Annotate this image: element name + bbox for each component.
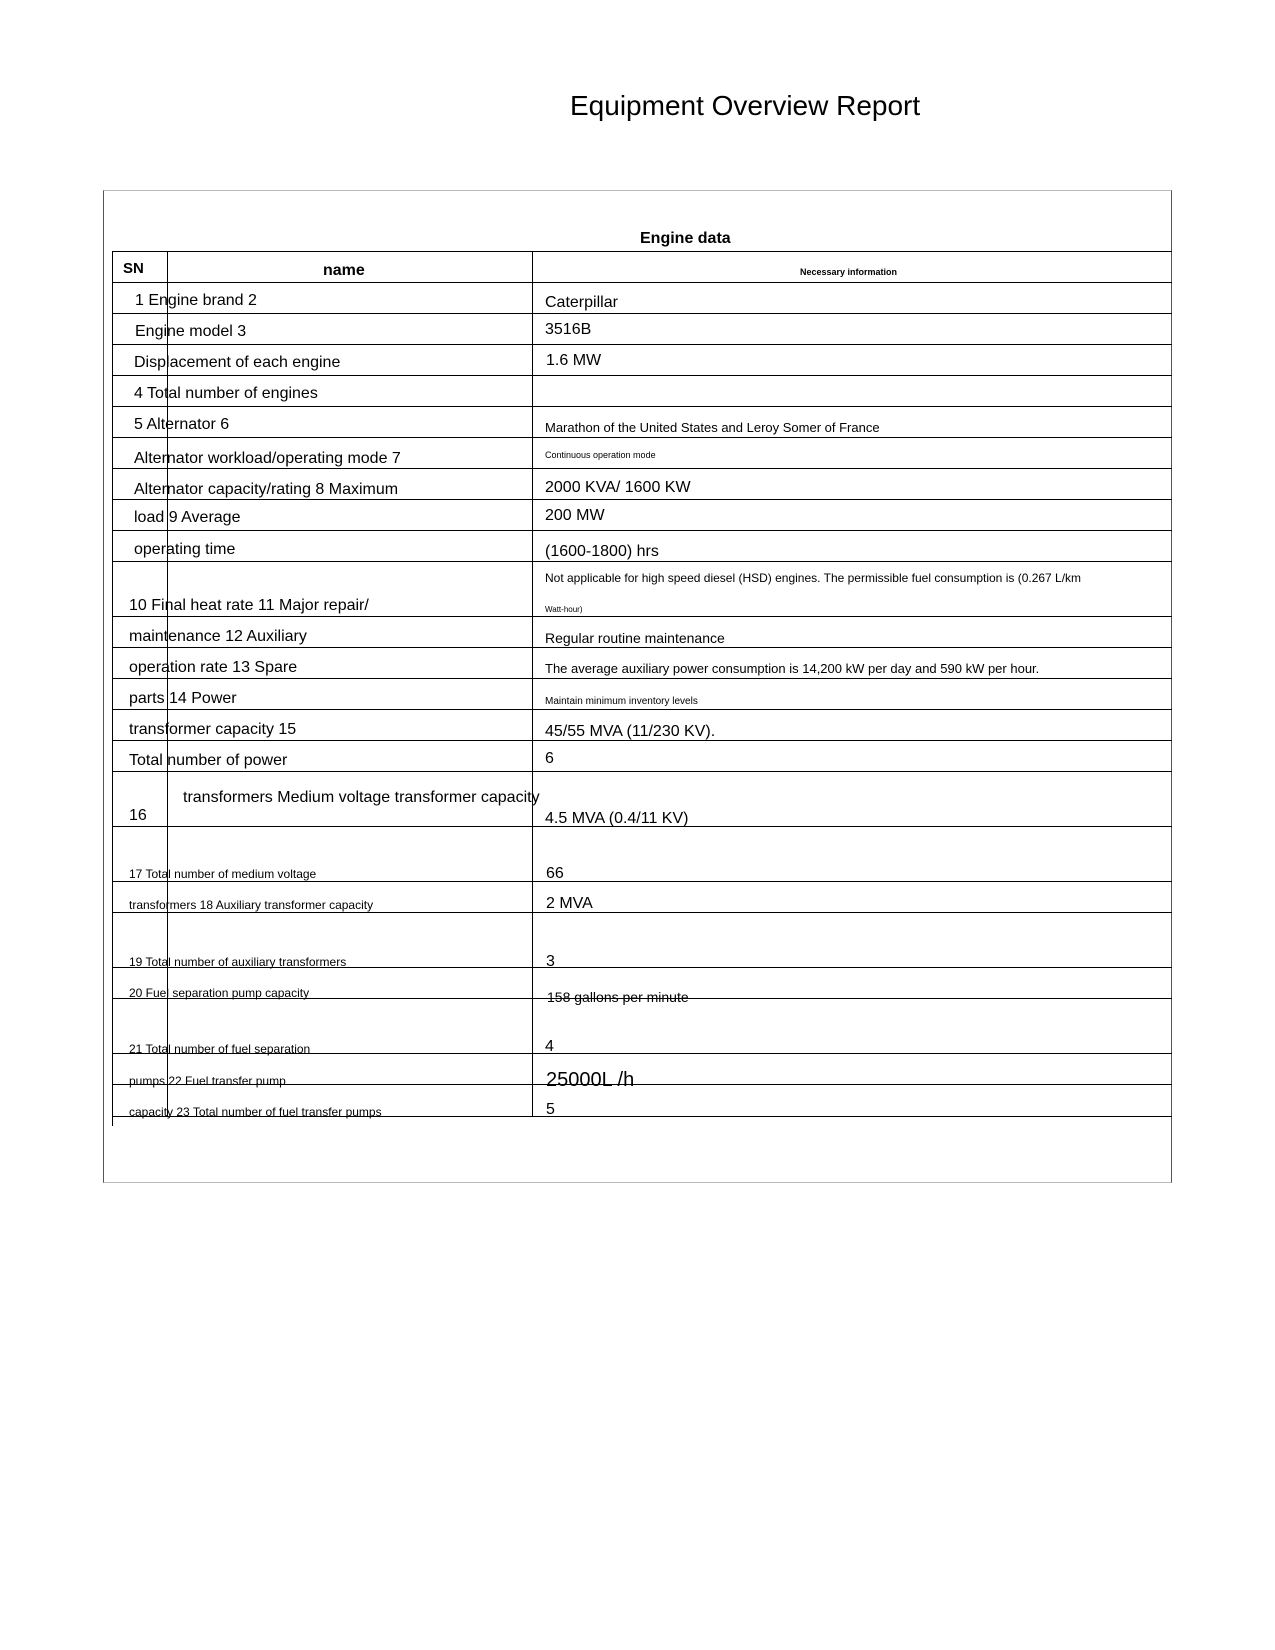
row-name: Total number of power — [129, 752, 288, 769]
table-rule — [112, 912, 1172, 913]
column-divider — [532, 251, 533, 1116]
row-info: (1600-1800) hrs — [545, 543, 659, 560]
table-rule — [112, 313, 1172, 314]
table-rule — [112, 282, 1172, 283]
row-name: capacity 23 Total number of fuel transfer pumps — [129, 1105, 382, 1119]
row-info: Caterpillar — [545, 294, 618, 311]
row-name: maintenance 12 Auxiliary — [129, 628, 307, 645]
table-rule — [112, 881, 1172, 882]
row-name: pumps 22 Fuel transfer pump — [129, 1074, 286, 1088]
header-info: Necessary information — [800, 267, 898, 277]
row-name: operating time — [134, 541, 236, 558]
table-rule — [112, 740, 1172, 741]
table-caption: Engine data — [640, 230, 731, 247]
table-rule — [112, 437, 1172, 438]
row-name: 20 Fuel separation pump capacity — [129, 986, 310, 1000]
row-name: 5 Alternator 6 — [134, 416, 230, 433]
row-info-continued: Watt-hour) — [545, 605, 583, 614]
row-info: Regular routine maintenance — [545, 630, 725, 646]
row-name: 4 Total number of engines — [134, 385, 318, 402]
row-info: Maintain minimum inventory levels — [545, 696, 698, 707]
row-name: Displacement of each engine — [134, 354, 341, 371]
header-sn: SN — [123, 260, 144, 277]
row-name: Alternator capacity/rating 8 Maximum — [134, 481, 399, 498]
table-rule — [112, 561, 1172, 562]
table-rule — [112, 771, 1172, 772]
row-name: 21 Total number of fuel separation — [129, 1042, 311, 1056]
row-name: 1 Engine brand 2 — [135, 292, 257, 309]
row-name: transformers 18 Auxiliary transformer capacity — [129, 898, 374, 912]
table-rule — [112, 344, 1172, 345]
row-info: Marathon of the United States and Leroy Somer of France — [545, 420, 880, 435]
row-name: transformer capacity 15 — [129, 721, 297, 738]
row-name: 17 Total number of medium voltage — [129, 867, 317, 881]
row-info: 158 gallons per minute — [547, 989, 689, 1005]
row-info: 200 MW — [545, 507, 605, 524]
row-info: 5 — [546, 1101, 555, 1118]
table-rule — [112, 709, 1172, 710]
table-rule — [112, 251, 1172, 252]
row-info: Not applicable for high speed diesel (HSD) engines. The permissible fuel consumption is (0.267 L/km — [545, 571, 1082, 585]
row-name: parts 14 Power — [129, 690, 237, 707]
row-info: 3516B — [545, 321, 592, 338]
table-rule — [112, 406, 1172, 407]
table-rule — [112, 616, 1172, 617]
row-info: Continuous operation mode — [545, 450, 656, 460]
row-info: 25000L /h — [546, 1069, 635, 1091]
row-info: 2000 KVA/ 1600 KW — [545, 479, 691, 496]
row-name: Alternator workload/operating mode 7 — [134, 450, 401, 467]
row-info: 4.5 MVA (0.4/11 KV) — [545, 810, 689, 827]
row-info: 4 — [545, 1038, 554, 1055]
row-info: The average auxiliary power consumption is 14,200 kW per day and 590 kW per hour. — [545, 661, 1040, 676]
table-rule — [112, 530, 1172, 531]
table-rule — [112, 499, 1172, 500]
report-title: Equipment Overview Report — [570, 90, 921, 121]
row-name: Engine model 3 — [135, 323, 247, 340]
row-info: 45/55 MVA (11/230 KV). — [545, 723, 716, 740]
header-name: name — [323, 262, 365, 279]
row-info: 2 MVA — [546, 895, 593, 912]
table-rule — [112, 678, 1172, 679]
row-info: 3 — [546, 953, 555, 970]
table-rule — [112, 647, 1172, 648]
row-sn: 16 — [129, 807, 147, 824]
row-name: load 9 Average — [134, 509, 241, 526]
row-info: 6 — [545, 750, 554, 767]
row-name: operation rate 13 Spare — [129, 659, 298, 676]
row-info: 66 — [546, 865, 564, 882]
table-rule — [112, 468, 1172, 469]
row-name: transformers Medium voltage transformer capacity — [183, 789, 540, 806]
row-info: 1.6 MW — [546, 352, 602, 369]
row-name: 10 Final heat rate 11 Major repair/ — [129, 597, 369, 614]
row-name: 19 Total number of auxiliary transformers — [129, 955, 347, 969]
table-rule — [112, 375, 1172, 376]
